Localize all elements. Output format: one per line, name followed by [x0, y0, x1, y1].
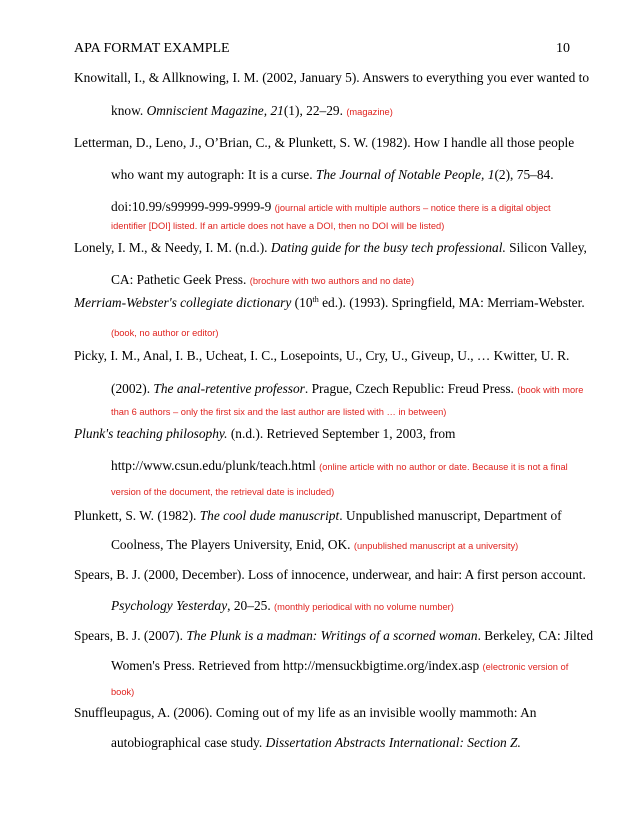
annotation-note: (book with more [517, 385, 584, 395]
annotation-note: identifier [DOI] listed. If an article does not have a DOI, then no DOI will be listed) [111, 221, 445, 231]
ref-7-line-1: Plunkett, S. W. (1982). The cool dude manuscript. Unpublished manuscript, Department of [74, 508, 562, 523]
annotation-note: book) [111, 687, 135, 697]
annotation-note: (brochure with two authors and no date) [249, 276, 415, 286]
annotation-note: (monthly periodical with no volume number) [274, 602, 454, 612]
ref-1-line-1: Knowitall, I., & Allknowing, I. M. (2002, January 5). Answers to everything you ever wanted to [74, 70, 590, 85]
ref-3-line-2: CA: Pathetic Geek Press. (brochure with two authors and no date) [111, 272, 415, 287]
ref-5-line-1: Picky, I. M., Anal, I. B., Ucheat, I. C., Losepoints, U., Cry, U., Giveup, U., … Kwitter, U. R. [74, 348, 570, 363]
annotation-note: (book, no author or editor) [111, 328, 219, 338]
ref-2-line-3: doi:10.99/s99999-999-9999-9 (journal article with multiple authors – notice there is a digital object [111, 199, 551, 214]
annotation-note: version of the document, the retrieval date is included) [111, 487, 335, 497]
annotation-note: than 6 authors – only the first six and the last author are listed with … in between) [111, 407, 447, 417]
ref-8-line-2: Psychology Yesterday, 20–25. (monthly periodical with no volume number) [111, 598, 454, 613]
ref-4-line-1: Merriam-Webster's collegiate dictionary (10th ed.). (1993). Springfield, MA: Merriam-Webster. [74, 295, 585, 310]
ref-9-line-3 [111, 683, 134, 700]
ref-9-line-2: Women's Press. Retrieved from http://mensuckbigtime.org/index.asp (electronic version of [111, 658, 569, 673]
ref-2-line-4 [111, 217, 444, 234]
annotation-note: (journal article with multiple authors – notice there is a digital object [274, 203, 551, 213]
ref-6-line-2: http://www.csun.edu/plunk/teach.html (online article with no author or date. Because it is not a final [111, 458, 568, 473]
ref-3-line-1: Lonely, I. M., & Needy, I. M. (n.d.). Dating guide for the busy tech professional. Silicon Valley, [74, 240, 587, 255]
ref-6-line-1: Plunk's teaching philosophy. (n.d.). Retrieved September 1, 2003, from [74, 426, 456, 441]
ref-5-line-2: (2002). The anal-retentive professor. Prague, Czech Republic: Freud Press. (book with more [111, 381, 584, 396]
ref-5-line-3 [111, 403, 446, 420]
ref-10-line-1: Snuffleupagus, A. (2006). Coming out of my life as an invisible woolly mammoth: An [74, 705, 537, 720]
page-number: 10 [556, 41, 570, 56]
annotation-note: (magazine) [346, 107, 393, 117]
ref-1-line-2: know. Omniscient Magazine, 21(1), 22–29. (magazine) [111, 103, 393, 118]
annotation-note: (electronic version of [482, 662, 569, 672]
ref-9-line-1: Spears, B. J. (2007). The Plunk is a madman: Writings of a scorned woman. Berkeley, CA: Jilted [74, 628, 594, 643]
running-head: APA FORMAT EXAMPLE [74, 41, 230, 56]
ref-4-line-2 [111, 324, 219, 341]
ref-6-line-3 [111, 483, 334, 500]
ref-7-line-2: Coolness, The Players University, Enid, OK. (unpublished manuscript at a university) [111, 537, 519, 552]
ref-2-line-2: who want my autograph: It is a curse. The Journal of Notable People, 1(2), 75–84. [111, 167, 554, 182]
ref-10-line-2: autobiographical case study. Dissertation Abstracts International: Section Z. [111, 735, 521, 750]
ref-8-line-1: Spears, B. J. (2000, December). Loss of innocence, underwear, and hair: A first person account. [74, 567, 586, 582]
annotation-note: (online article with no author or date. Because it is not a final [319, 462, 568, 472]
annotation-note: (unpublished manuscript at a university) [353, 541, 519, 551]
ref-2-line-1: Letterman, D., Leno, J., O’Brian, C., & Plunkett, S. W. (1982). How I handle all those people [74, 135, 575, 150]
